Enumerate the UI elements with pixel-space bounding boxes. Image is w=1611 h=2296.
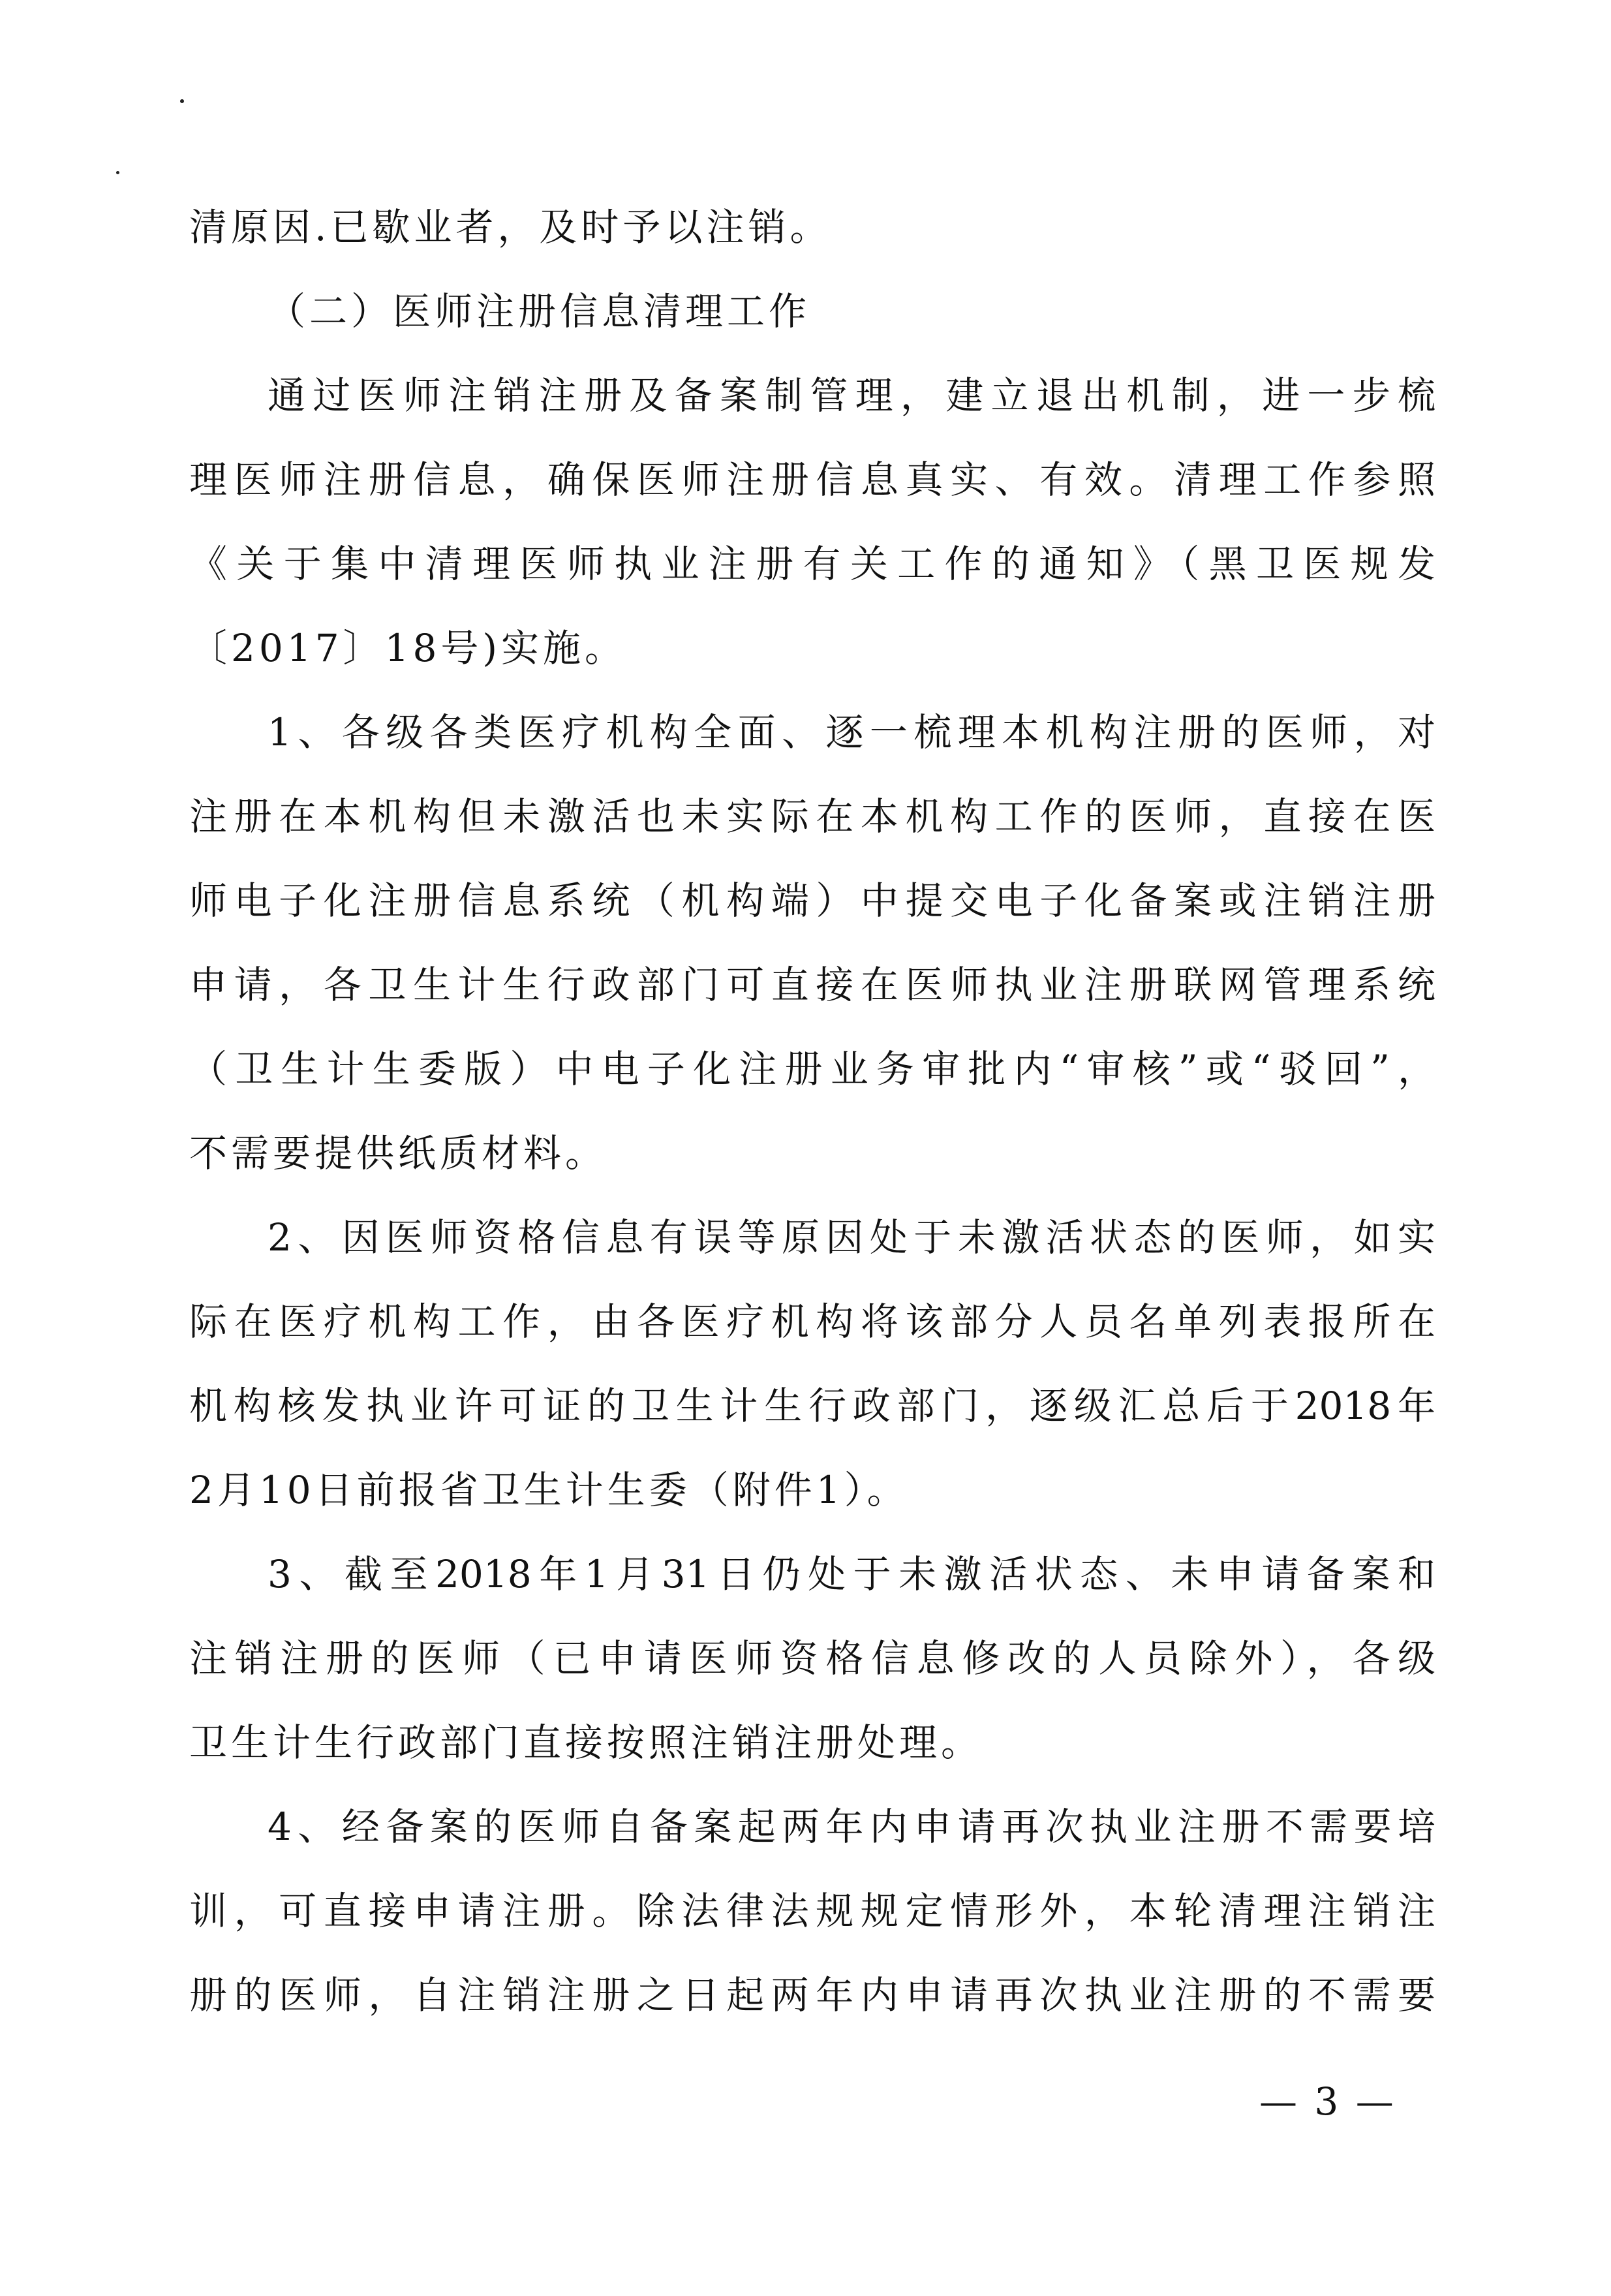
text-line: 4、经备案的医师自备案起两年内申请再次执业注册不需要培 [268,1805,1435,1849]
text-line: 注册在本机构但未激活也未实际在本机构工作的医师，直接在医 [189,794,1435,839]
text-line: 际在医疗机构工作，由各医疗机构将该部分人员名单列表报所在 [189,1299,1435,1344]
section-heading: （二）医师注册信息清理工作 [268,289,811,334]
text-line: 不需要提供纸质材料。 [189,1131,607,1175]
text-line: （卫生计生委版）中电子化注册业务审批内“审核”或“驳回”， [189,1047,1435,1091]
text-line: 训，可直接申请注册。除法律法规规定情形外，本轮清理注销注 [189,1889,1435,1933]
text-line: 通过医师注销注册及备案制管理，建立退出机制，进一步梳 [268,373,1435,418]
scan-speck [116,171,119,174]
text-line: 《关于集中清理医师执业注册有关工作的通知》（黑卫医规发 [189,542,1435,586]
text-line: 卫生计生行政部门直接按照注销注册处理。 [189,1720,983,1765]
text-line: 申请，各卫生计生行政部门可直接在医师执业注册联网管理系统 [189,963,1435,1007]
text-line: 1、各级各类医疗机构全面、逐一梳理本机构注册的医师，对 [268,710,1435,754]
text-line: 注销注册的医师（已申请医师资格信息修改的人员除外），各级 [189,1636,1435,1681]
text-line: 册的医师，自注销注册之日起两年内申请再次执业注册的不需要 [189,1973,1435,2017]
page-number: — 3 — [1259,2079,1396,2124]
text-line: 理医师注册信息，确保医师注册信息真实、有效。清理工作参照 [189,458,1435,502]
text-line: 〔2017〕18号)实施。 [189,626,627,670]
scan-speck [180,99,184,103]
text-line: 师电子化注册信息系统（机构端）中提交电子化备案或注销注册 [189,878,1435,923]
text-line: 清原因.已歇业者，及时予以注销。 [189,205,832,249]
text-line: 机构核发执业许可证的卫生计生行政部门，逐级汇总后于2018年 [189,1384,1435,1428]
text-line: 2、因医师资格信息有误等原因处于未激活状态的医师，如实 [268,1215,1435,1260]
text-line: 3、截至2018年1月31日仍处于未激活状态、未申请备案和 [268,1552,1435,1596]
text-line: 2月10日前报省卫生计生委（附件1）。 [189,1468,909,1512]
